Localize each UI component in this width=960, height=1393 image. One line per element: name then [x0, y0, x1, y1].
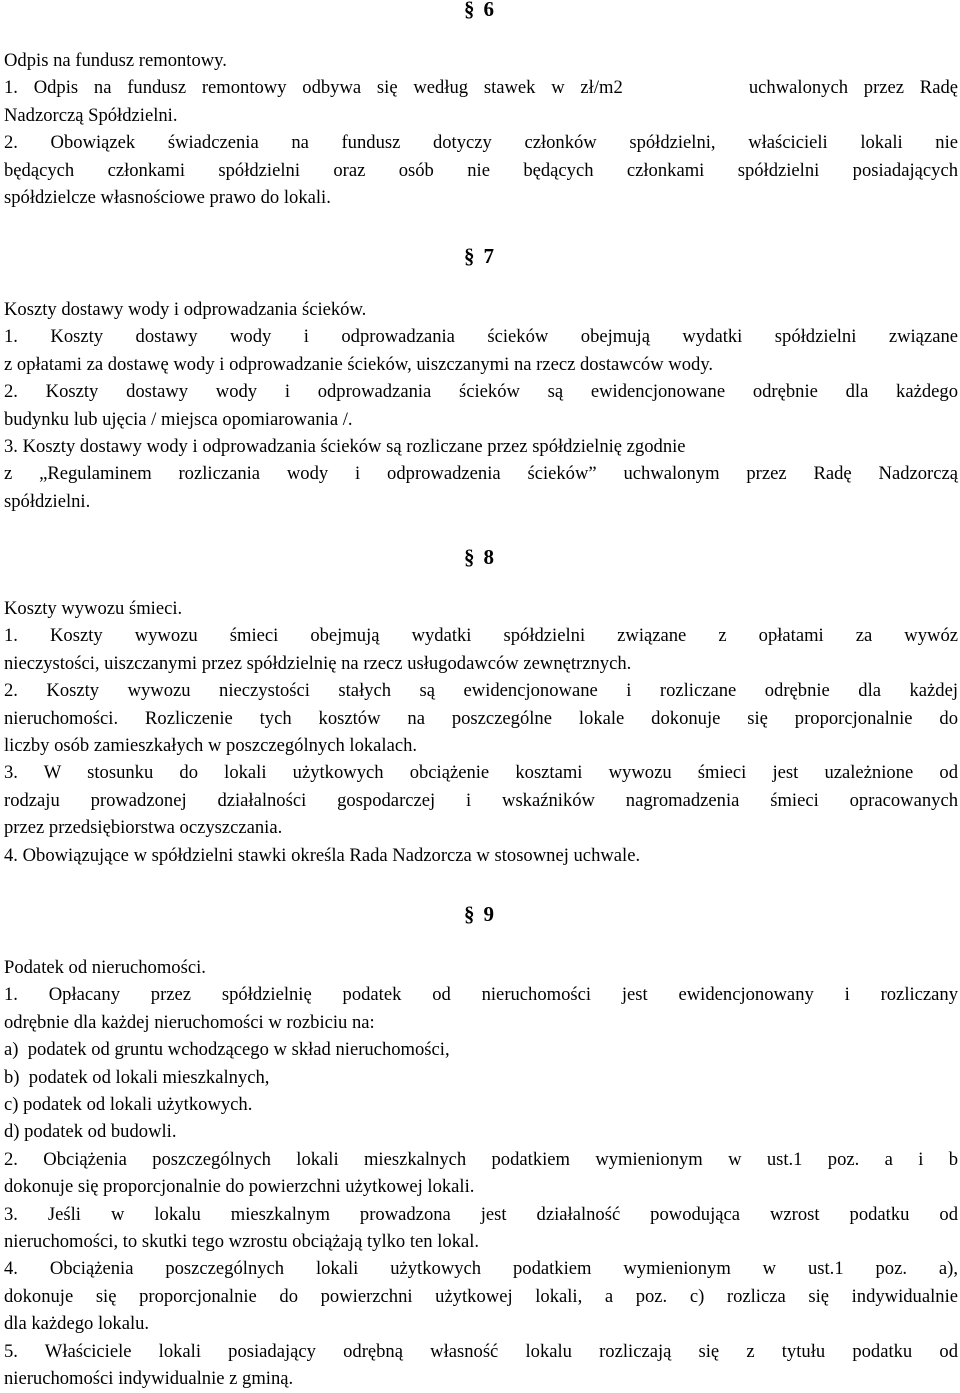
paragraph-line: 1. Koszty wywozu śmieci obejmują wydatki spółdzielni związane z opłatami za wywóz	[4, 625, 958, 647]
paragraph-line: dokonuje się proporcjonalnie do powierzchni użytkowej lokali.	[4, 1176, 475, 1198]
paragraph-line: 1. Opłacany przez spółdzielnię podatek od nieruchomości jest ewidencjonowany i rozliczany	[4, 984, 958, 1006]
section-number: 8	[483, 545, 494, 569]
paragraph-line: nieruchomości, to skutki tego wzrostu obciążają tylko ten lokal.	[4, 1231, 480, 1253]
paragraph-line: 5. Właściciele lokali posiadający odrębną własność lokalu rozliczają się z tytułu podatku od	[4, 1340, 958, 1362]
paragraph-line: będących członkami spółdzielni oraz osób nie będących członkami spółdzielni posiadających	[4, 159, 958, 181]
list-item: a) podatek od gruntu wchodzącego w skład nieruchomości,	[4, 1039, 450, 1061]
section-title: Koszty wywozu śmieci.	[4, 598, 183, 619]
paragraph-line: 2. Obowiązek świadczenia na fundusz dotyczy członków spółdzielni, właścicieli lokali nie	[4, 132, 958, 154]
paragraph-line: 1. Koszty dostawy wody i odprowadzania ścieków obejmują wydatki spółdzielni związane	[4, 326, 958, 348]
paragraph-line: rodzaju prowadzonej działalności gospodarczej i wskaźników nagromadzenia śmieci opracowanych	[4, 789, 958, 811]
paragraph-line: 2. Obciążenia poszczególnych lokali mieszkalnych podatkiem wymienionym w ust.1 poz. a i b	[4, 1148, 958, 1170]
paragraph-line: nieruchomości. Rozliczenie tych kosztów na poszczególne lokale dokonuje się proporcjonalnie do	[4, 707, 958, 729]
paragraph-line: budynku lub ujęcia / miejsca opomiarowania /.	[4, 408, 353, 430]
section-9-body	[4, 954, 958, 1393]
paragraph-line: 3. Koszty dostawy wody i odprowadzania ścieków są rozliczane przez spółdzielnię zgodnie	[4, 436, 686, 458]
section-6-body	[4, 47, 958, 211]
paragraph-line: Nadzorczą Spółdzielni.	[4, 104, 178, 126]
section-title: Koszty dostawy wody i odprowadzania ścieków.	[4, 299, 367, 320]
paragraph-line: 3. Jeśli w lokalu mieszkalnym prowadzona jest działalność powodująca wzrost podatku od	[4, 1203, 958, 1225]
paragraph-line: 2. Koszty wywozu nieczystości stałych są ewidencjonowane i rozliczane odrębnie dla każdej	[4, 680, 958, 702]
section-9-heading	[464, 901, 494, 927]
paragraph-line: dla każdego lokalu.	[4, 1313, 150, 1335]
paragraph-line: z „Regulaminem rozliczania wody i odprowadzenia ścieków” uchwalonym przez Radę Nadzorczą	[4, 463, 958, 485]
section-number: 6	[483, 0, 494, 21]
section-title: Podatek od nieruchomości.	[4, 957, 206, 978]
paragraph-line: z opłatami za dostawę wody i odprowadzanie ścieków, uiszczanymi na rzecz dostawców wody.	[4, 353, 714, 375]
list-item: d) podatek od budowli.	[4, 1121, 177, 1143]
paragraph-line: spółdzielni.	[4, 490, 91, 512]
paragraph-line: liczby osób zamieszkałych w poszczególnych lokalach.	[4, 735, 418, 757]
paragraph-line: spółdzielcze własnościowe prawo do lokali.	[4, 187, 331, 209]
paragraph-line: 3. W stosunku do lokali użytkowych obciążenie kosztami wywozu śmieci jest uzależnione od	[4, 762, 958, 784]
section-8-body	[4, 595, 958, 869]
paragraph-line: odrębnie dla każdej nieruchomości w rozbiciu na:	[4, 1011, 375, 1033]
paragraph-line: 4. Obowiązujące w spółdzielni stawki określa Rada Nadzorcza w stosownej uchwale.	[4, 844, 641, 866]
section-sign: §	[464, 902, 475, 926]
section-title: Odpis na fundusz remontowy.	[4, 50, 227, 71]
paragraph-line: nieruchomości indywidualnie z gminą.	[4, 1368, 294, 1390]
section-number: 7	[483, 244, 494, 268]
section-8-heading	[464, 544, 494, 570]
section-6-heading	[464, 0, 494, 22]
paragraph-line: 4. Obciążenia poszczególnych lokali użytkowych podatkiem wymienionym w ust.1 poz. a),	[4, 1258, 958, 1280]
section-sign: §	[464, 244, 475, 268]
list-item: b) podatek od lokali mieszkalnych,	[4, 1066, 270, 1088]
section-7-heading	[464, 243, 494, 269]
paragraph-line: 2. Koszty dostawy wody i odprowadzania ścieków są ewidencjonowane odrębnie dla każdego	[4, 381, 958, 403]
section-sign: §	[464, 545, 475, 569]
section-sign: §	[464, 0, 475, 21]
paragraph-line: przez przedsiębiorstwa oczyszczania.	[4, 817, 283, 839]
paragraph-line: nieczystości, uiszczanymi przez spółdzielnię na rzecz usługodawców zewnętrznych.	[4, 652, 632, 674]
paragraph-line: dokonuje się proporcjonalnie do powierzchni użytkowej lokali, a poz. c) rozlicza się indywidualnie	[4, 1285, 958, 1307]
list-item: c) podatek od lokali użytkowych.	[4, 1094, 253, 1116]
paragraph-line: 1. Odpis na fundusz remontowy odbywa się według stawek w zł/m2 uchwalonych przez Radę	[4, 77, 958, 99]
section-7-body	[4, 296, 958, 515]
section-number: 9	[483, 902, 494, 926]
